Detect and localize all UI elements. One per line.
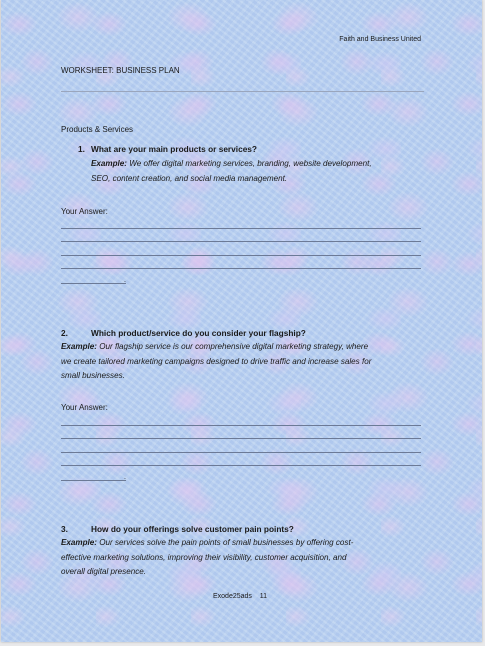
answer-line[interactable] xyxy=(61,255,421,256)
answer-line[interactable] xyxy=(61,438,421,439)
answer-label-2: Your Answer: xyxy=(61,403,108,412)
answer-line-short[interactable] xyxy=(61,283,126,284)
section-heading: Products & Services xyxy=(61,125,134,134)
question-3-example-line-2: effective marketing solutions, improving their visibility, customer acquisition, and xyxy=(61,553,347,562)
question-2-number: 2. xyxy=(61,328,68,338)
question-2-example-line-3: small businesses. xyxy=(61,371,125,380)
question-1-example-line-1 xyxy=(91,156,372,171)
page-number: 11 xyxy=(259,593,267,600)
answer-line[interactable] xyxy=(61,425,421,426)
question-1-number: 1. xyxy=(78,144,85,154)
example-text: Our flagship service is our comprehensive digital marketing strategy, where xyxy=(99,342,369,351)
answer-line[interactable] xyxy=(61,241,421,242)
example-text: We offer digital marketing services, branding, website development, xyxy=(129,159,372,168)
answer-line[interactable] xyxy=(61,268,421,269)
worksheet-title: WORKSHEET: BUSINESS PLAN xyxy=(61,66,180,75)
header-organization: Faith and Business United xyxy=(339,36,421,43)
example-label: Example: xyxy=(61,538,97,547)
answer-line-period: . xyxy=(124,277,126,284)
question-3-number: 3. xyxy=(61,524,68,534)
example-text: Our services solve the pain points of small businesses by offering cost- xyxy=(99,538,354,547)
footer-code: Exode25ads xyxy=(213,593,252,600)
document-page xyxy=(1,0,482,642)
answer-line[interactable] xyxy=(61,465,421,466)
answer-label-1: Your Answer: xyxy=(61,207,108,216)
answer-line[interactable] xyxy=(61,452,421,453)
question-2-example-line-2: we create tailored marketing campaigns designed to drive traffic and increase sales for xyxy=(61,357,372,366)
question-3-example-line-3: overall digital presence. xyxy=(61,567,147,576)
title-divider xyxy=(61,91,424,92)
question-1-example-line-2: SEO, content creation, and social media management. xyxy=(91,174,288,183)
example-label: Example: xyxy=(61,342,97,351)
answer-line-short[interactable] xyxy=(61,480,126,481)
question-1-text: What are your main products or services? xyxy=(91,144,257,154)
question-2-example-line-1 xyxy=(61,339,368,354)
answer-line-period: . xyxy=(124,474,126,481)
question-3-example-line-1 xyxy=(61,535,353,550)
question-3-text: How do your offerings solve customer pain points? xyxy=(91,524,294,534)
question-2-text: Which product/service do you consider your flagship? xyxy=(91,328,306,338)
page-footer xyxy=(213,593,267,600)
example-label: Example: xyxy=(91,159,127,168)
answer-line[interactable] xyxy=(61,228,421,229)
